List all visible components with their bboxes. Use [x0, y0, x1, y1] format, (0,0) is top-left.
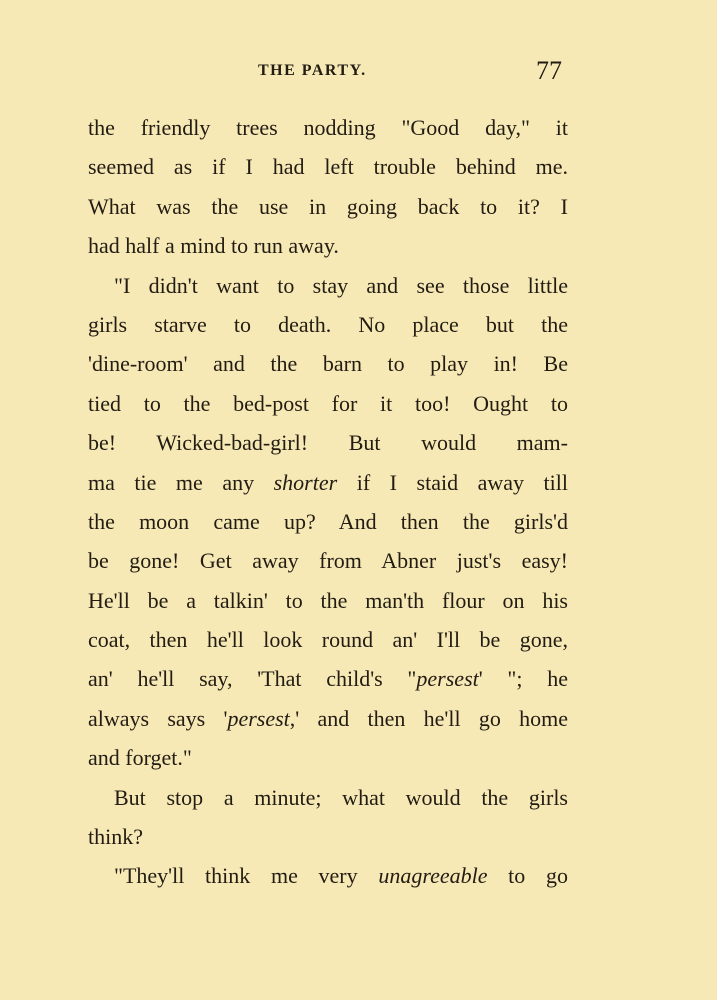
italic-word: shorter: [273, 469, 338, 495]
italic-word: unagreeable: [378, 863, 488, 889]
text-line: "I didn't want to stay and see those little: [114, 272, 568, 298]
text-line: girls starve to death. No place but the: [88, 311, 568, 337]
text-line: the friendly trees nodding "Good day," it: [88, 115, 568, 140]
running-head: [0, 56, 717, 86]
running-title: THE PARTY.: [258, 62, 367, 79]
text-line: always says 'persest,' and then he'll go home: [88, 705, 568, 731]
text-line: think?: [88, 824, 143, 850]
text-line: the moon came up? And then the girls'd: [88, 508, 568, 534]
text-line: 'dine-room' and the barn to play in! Be: [88, 351, 568, 377]
text-line: be! Wicked-bad-girl! But would mam-: [88, 430, 568, 456]
text-line: What was the use in going back to it? I: [88, 193, 568, 219]
text-line: an' he'll say, 'That child's "persest' "; he: [88, 666, 568, 692]
text-line: tied to the bed-post for it too! Ought to: [88, 390, 568, 416]
page-number: 77: [536, 56, 562, 85]
text-line: He'll be a talkin' to the man'th flour on his: [88, 587, 568, 613]
text-line: "They'll think me very unagreeable to go: [114, 863, 568, 889]
text-line: ma tie me any shorter if I staid away till: [88, 469, 568, 495]
text-line: and forget.": [88, 745, 192, 771]
text-line: had half a mind to run away.: [88, 233, 339, 259]
italic-word: persest: [227, 705, 290, 731]
text-line: But stop a minute; what would the girls: [114, 784, 568, 810]
text-line: seemed as if I had left trouble behind me.: [88, 154, 568, 180]
body-text: [88, 108, 568, 896]
italic-word: persest: [416, 666, 479, 692]
text-line: coat, then he'll look round an' I'll be gone,: [88, 627, 568, 653]
text-line: be gone! Get away from Abner just's easy!: [88, 548, 568, 574]
